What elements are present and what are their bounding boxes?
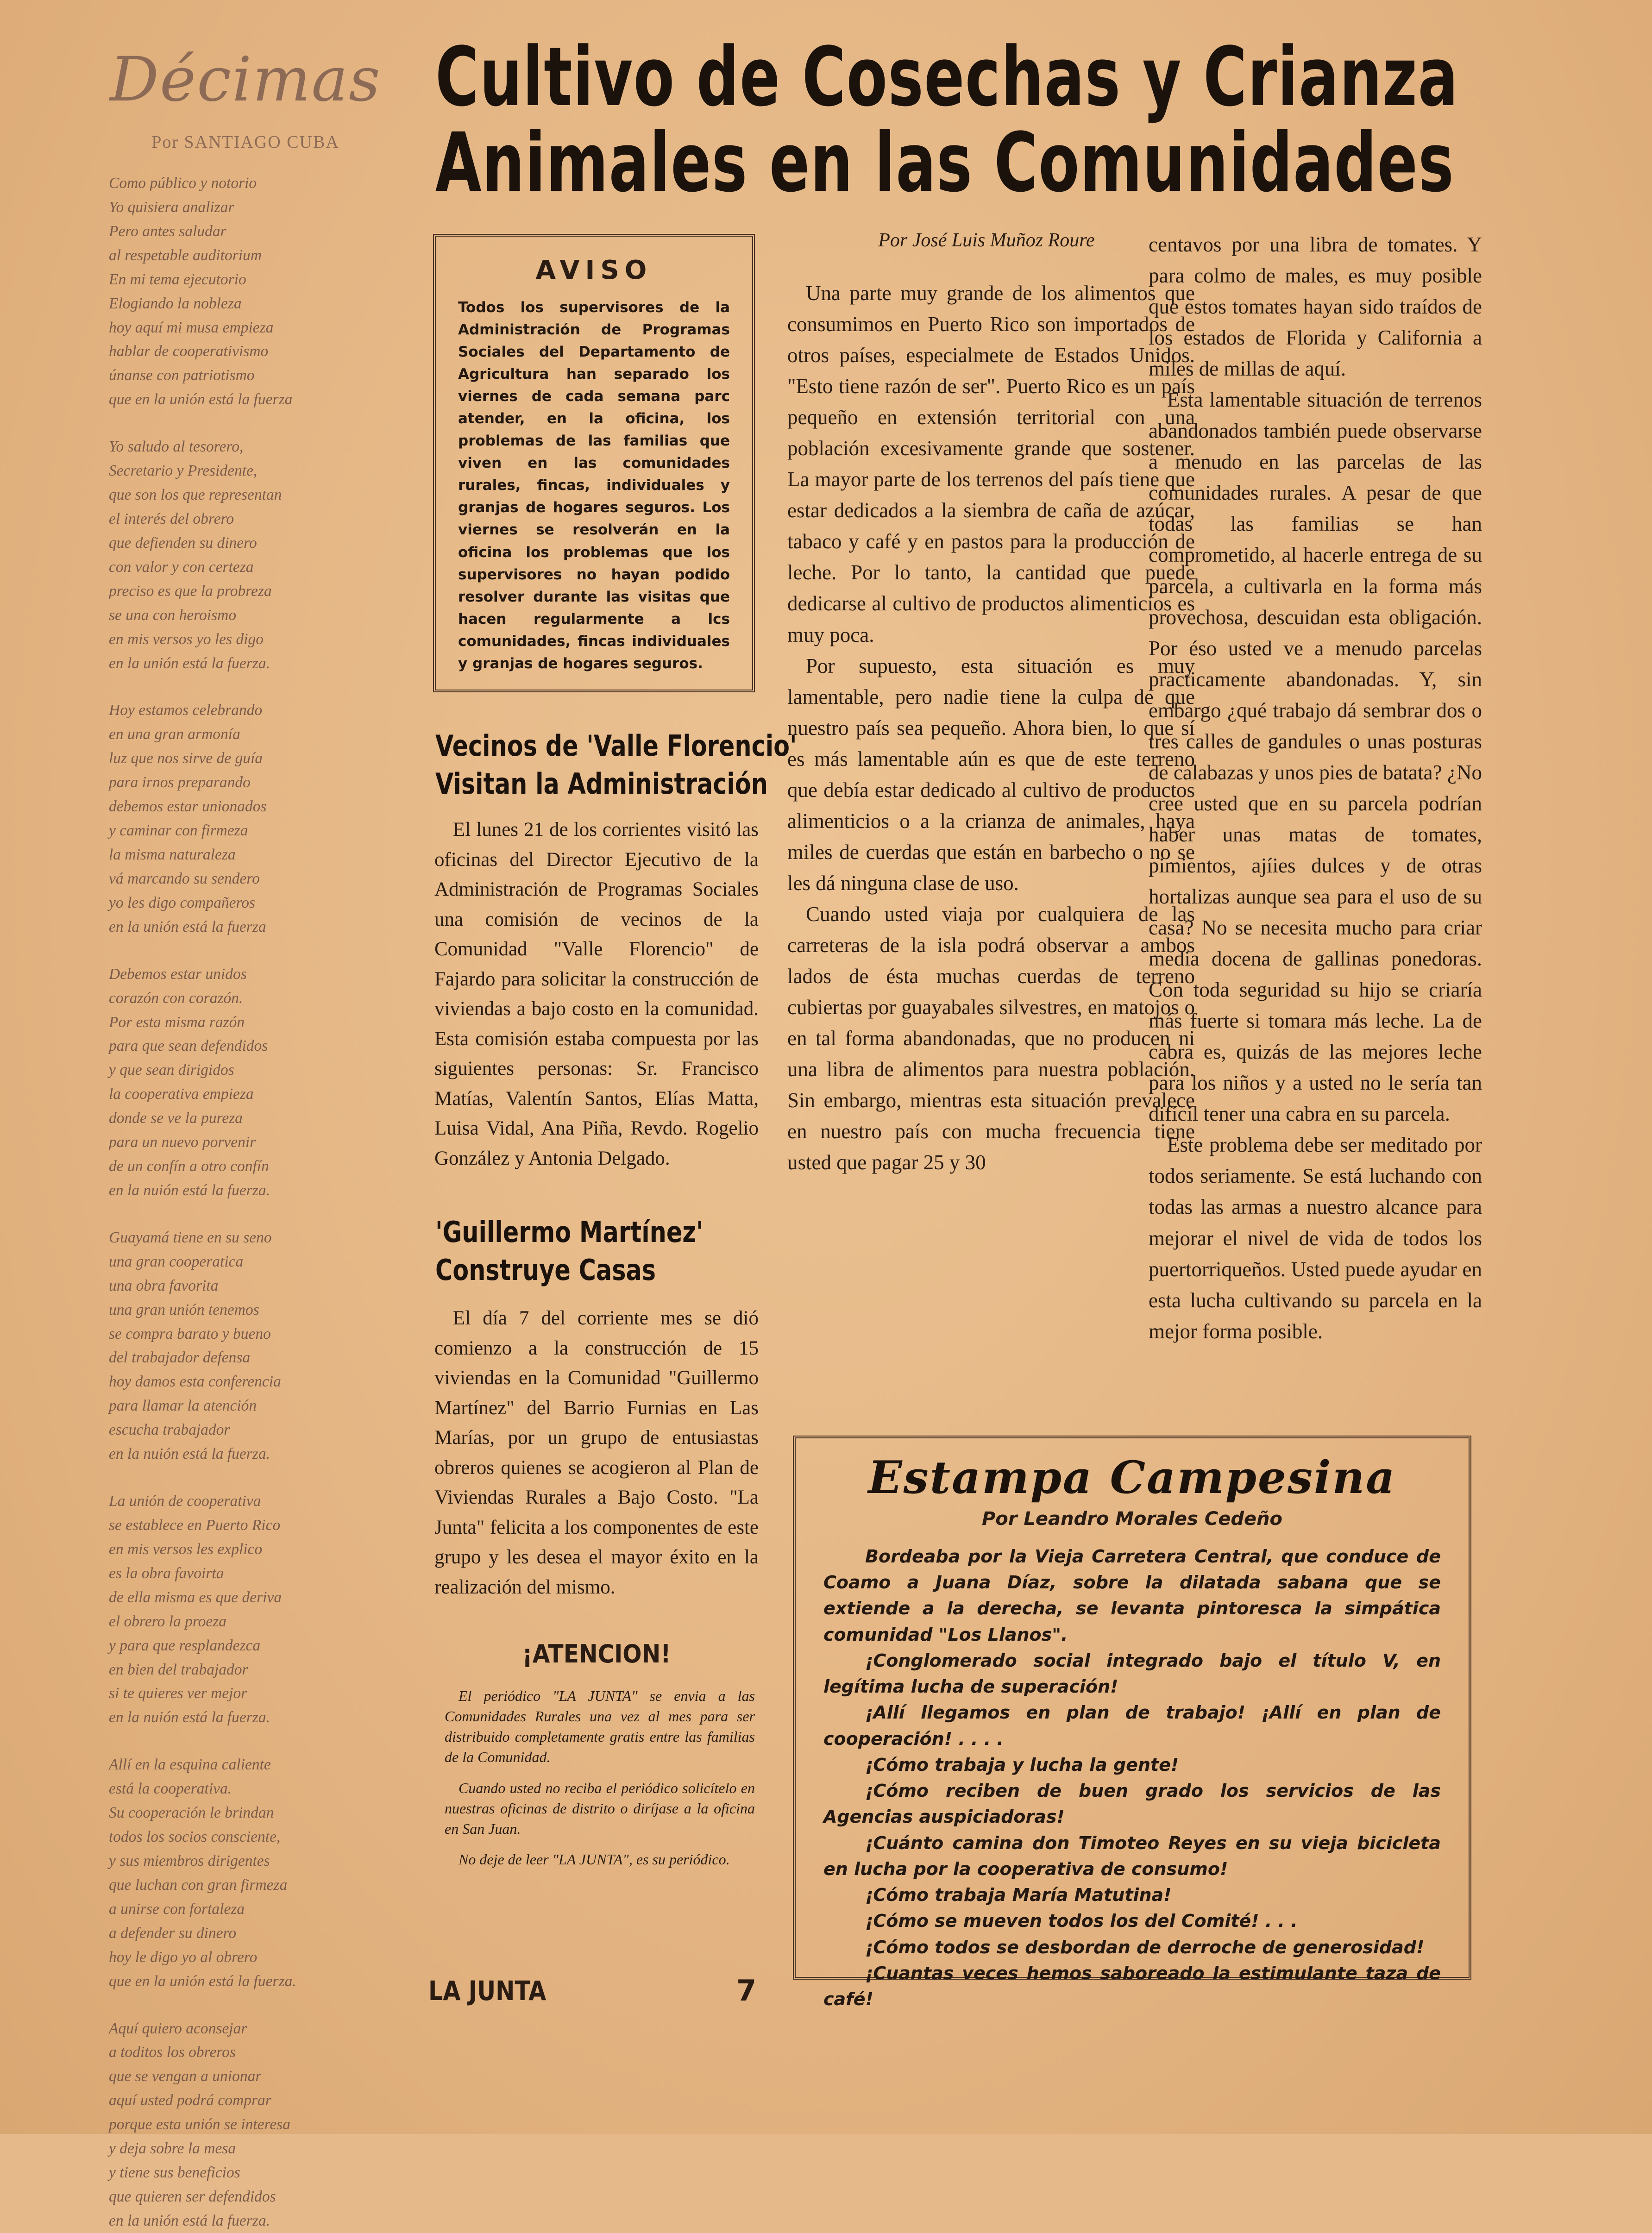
- decimas-verse-line: en bien del trabajador: [109, 1661, 248, 1678]
- estampa-paragraph: ¡Cómo se mueven todos los del Comité! . . .: [865, 1911, 1298, 1932]
- decimas-verse-line: y caminar con firmeza: [109, 822, 248, 840]
- decimas-verse-line: debemos estar unionados: [109, 798, 267, 815]
- article-paragraph: Esta lamentable situación de terrenos abandonados también puede observarse a menudo en las parcelas de las comunidades rurales. A pesar de que todas las familias se han comprometido, al hacerle entrega de su parcela, a cultivarla en la forma más provechosa, descuidan esta obligación. Por éso usted ve a menudo parcelas practicamente abandonadas. Y, sin embargo ¿qué trabajo dá sembrar dos o tres calles de gandules o unas posturas de calabazas y unos pies de batata? ¿No cree usted que en su parcela podrían haber unas matas de tomates, pimientos, ajíies dulces y de otras hortalizas aunque sea para el uso de su casa? No se necesita mucho para criar media docena de gallinas ponedoras. Con toda seguridad su hijo se criaría más fuerte si tomara más leche. La de cabra es, quizás de las mejores leche para los niños y a usted no le sería tan difícil tener una cabra en su parcela.: [1149, 388, 1482, 1126]
- decimas-verse-line: de ella misma es que deriva: [109, 1588, 282, 1606]
- decimas-verse-line: preciso es que la probreza: [109, 582, 272, 600]
- estampa-paragraph: ¡Conglomerado social integrado bajo el título V, en legítima lucha de superación!: [823, 1650, 1441, 1697]
- estampa-paragraph: ¡Cuantas veces hemos saboreado la estimulante taza de café!: [823, 1963, 1441, 2009]
- estampa-paragraph: ¡Cómo todos se desbordan de derroche de generosidad!: [865, 1937, 1425, 1957]
- decimas-verse-line: que luchan con gran firmeza: [109, 1876, 288, 1894]
- decimas-verse-line: la cooperativa empieza: [109, 1085, 254, 1103]
- aviso-box: [433, 234, 755, 692]
- decimas-verse-line: hoy damos esta conferencia: [109, 1373, 281, 1391]
- guillermo-headline-line-1: 'Guillermo Martínez': [435, 1215, 704, 1249]
- decimas-verse-line: si te quieres ver mejor: [109, 1685, 247, 1702]
- decimas-stanza: [109, 1226, 387, 1466]
- decimas-verse-line: escucha trabajador: [109, 1421, 230, 1439]
- decimas-verse-line: vá marcando su sendero: [109, 870, 260, 887]
- decimas-verse-line: una gran cooperatica: [109, 1253, 244, 1270]
- decimas-stanza: [109, 1753, 387, 1993]
- decimas-verse-line: al respetable auditorium: [109, 246, 262, 264]
- atencion-title: ¡ATENCION!: [522, 1639, 671, 1668]
- decimas-stanza: [109, 962, 387, 1203]
- decimas-verse-line: con valor y con certeza: [109, 558, 254, 576]
- decimas-stanza: [109, 698, 387, 939]
- estampa-paragraph: ¡Cómo trabaja y lucha la gente!: [865, 1754, 1179, 1775]
- vecinos-paragraph: El lunes 21 de los corrientes visitó las oficinas del Director Ejecutivo de la Administración de Programas Sociales una comisión de vecinos de la Comunidad "Valle Florencio" de Fajardo para solicitar la construcción de viviendas a bajo costo en la comunidad. Esta comisión estaba compuesta por las siguientes personas: Sr. Francisco Matías, Valentín Santos, Elías Matta, Luisa Vidal, Ana Piña, Revdo. Rogelio González y Antonia Delgado.: [434, 819, 759, 1169]
- decimas-verse-line: que se vengan a unionar: [109, 2068, 262, 2085]
- decimas-verse-line: se una con heroismo: [109, 606, 237, 624]
- article-paragraph: Este problema debe ser meditado por todos seriamente. Se está luchando con todas las armas a nuestro alcance para mejorar el nivel de vida de todos los puertorriqueños. Usted puede ayudar en esta lucha cultivando su parcela en la mejor forma posible.: [1149, 1133, 1482, 1343]
- decimas-verse-line: en la unión está la fuerza: [109, 918, 266, 935]
- decimas-verse-line: Yo saludo al tesorero,: [109, 438, 244, 456]
- decimas-verse-line: en la nuión está la fuerza.: [109, 1445, 270, 1463]
- decimas-title: Décimas: [110, 44, 381, 115]
- decimas-verse-line: y sus miembros dirigentes: [109, 1852, 270, 1869]
- decimas-verse-line: y deja sobre la mesa: [109, 2140, 236, 2158]
- aviso-title: AVISO: [535, 255, 653, 285]
- decimas-stanza: [109, 2017, 387, 2233]
- article-byline: Por José Luis Muñoz Roure: [878, 230, 1095, 251]
- estampa-paragraph: ¡Allí llegamos en plan de trabajo! ¡Allí en plan de cooperación! . . . .: [823, 1702, 1441, 1749]
- decimas-verse-line: el obrero la proeza: [109, 1612, 227, 1630]
- decimas-verse-line: hablar de cooperativismo: [109, 343, 269, 360]
- estampa-body: [823, 1543, 1441, 2012]
- aviso-body: Todos los supervisores de la Administración de Programas Sociales del Departamento de Agricultura han separado los viernes de cada semana parc atender, en la oficina, los problemas de las familias que viven en las comunidades rurales, fincas, individuales y granjas de hogares seguros. Los viernes se resolverán en la oficina los problemas que los supervisores no hayan podido resolver durante las visitas que hacen regularmente a lcs comunidades, fincas individuales y granjas de hogares seguros.: [458, 299, 730, 672]
- decimas-verse-line: para un nuevo porvenir: [109, 1134, 256, 1151]
- decimas-verse-line: que quieren ser defendidos: [109, 2188, 276, 2205]
- headline-line-1: Cultivo de Cosechas y Crianza: [435, 30, 1459, 125]
- decimas-poem: [109, 171, 387, 2229]
- article-column-2: [1149, 229, 1482, 1347]
- decimas-verse-line: La unión de cooperativa: [109, 1493, 261, 1510]
- decimas-verse-line: luz que nos sirve de guía: [109, 750, 263, 767]
- decimas-verse-line: en la nuión está la fuerza.: [109, 1709, 270, 1726]
- decimas-verse-line: Guayamá tiene en su seno: [109, 1229, 272, 1246]
- footer-page-number: 7: [736, 1974, 757, 2007]
- article-paragraph: Cuando usted viaja por cualquiera de las carreteras de la isla podrá observar a ambos lados de ésta muchas cuerdas de terreno cubiertas por guayabales silvestres, en matojos o en tal forma abandonadas, que no producen ni una libra de alimentos para nuestra población. Sin embargo, mientras esta situación prevalece en nuestro país con mucha frecuencia tiene usted que pagar 25 y 30: [787, 902, 1195, 1174]
- decimas-verse-line: se compra barato y bueno: [109, 1325, 271, 1342]
- article-paragraph: Por supuesto, esta situación es muy lamentable, pero nadie tiene la culpa de que nuestro país sea pequeño. Ahora bien, lo que sí es más lamentable aún es que de este terreno que debía estar dedicado al cultivo de productos alimenticios o a la crianza de animales, haya miles de cuerdas que están en barbecho o no se les dá ninguna clase de uso.: [787, 654, 1195, 895]
- decimas-verse-line: de un confín a otro confín: [109, 1158, 269, 1175]
- decimas-verse-line: porque esta unión se interesa: [109, 2116, 291, 2133]
- guillermo-headline-line-2: Construye Casas: [435, 1253, 656, 1287]
- guillermo-paragraph: El día 7 del corriente mes se dió comienzo a la construcción de 15 viviendas en la Comunidad "Guillermo Martínez" del Barrio Furnias en Las Marías, por un grupo de entusiastas obreros quienes se acogieron al Plan de Viviendas Rurales a Bajo Costo. "La Junta" felicita a los componentes de este grupo y les desea el mayor éxito en la realización del mismo.: [434, 1307, 759, 1598]
- decimas-verse-line: y para que resplandezca: [109, 1637, 261, 1654]
- decimas-verse-line: a defender su dinero: [109, 1924, 237, 1942]
- atencion-paragraph: El periódico "LA JUNTA" se envia a las Comunidades Rurales una vez al mes para ser distribuido completamente gratis entre las familias de la Comunidad.: [445, 1687, 755, 1766]
- decimas-stanza: [109, 171, 387, 412]
- decimas-verse-line: Hoy estamos celebrando: [109, 702, 263, 719]
- vecinos-headline-line-2: Visitan la Administración: [435, 766, 768, 801]
- decimas-verse-line: el interés del obrero: [109, 510, 234, 527]
- decimas-verse-line: que son los que representan: [109, 486, 282, 504]
- decimas-verse-line: corazón con corazón.: [109, 989, 243, 1007]
- decimas-verse-line: donde se ve la pureza: [109, 1110, 243, 1127]
- footer-publication-name: LA JUNTA: [428, 1975, 546, 2007]
- decimas-verse-line: yo les digo compañeros: [109, 894, 256, 911]
- decimas-verse-line: para que sean defendidos: [109, 1037, 268, 1055]
- decimas-stanza: [109, 1489, 387, 1730]
- decimas-verse-line: Debemos estar unidos: [109, 965, 247, 983]
- article-paragraph: Una parte muy grande de los alimentos que consumimos en Puerto Rico son importados de otros países, especialmete de Estados Unidos. "Esto tiene razón de ser". Puerto Rico es un país pequeño en extensión territorial con una población excesivamente grande que sostener. La mayor parte de los terrenos del país tiene que estar dedicados a la siembra de caña de azúcar, tabaco y café y en pastos para la producción de leche. Por lo tanto, la cantidad que puede dedicarse al cultivo de productos alimenticios es muy poca.: [787, 282, 1195, 646]
- decimas-verse-line: se establece en Puerto Rico: [109, 1517, 281, 1534]
- decimas-verse-line: que defienden su dinero: [109, 534, 257, 552]
- decimas-verse-line: Elogiando la nobleza: [109, 295, 242, 312]
- headline-line-2: Animales en las Comunidades: [435, 115, 1455, 210]
- decimas-verse-line: Por esta misma razón: [109, 1013, 245, 1031]
- article-column-1: [787, 278, 1195, 1178]
- decimas-verse-line: está la cooperativa.: [109, 1780, 232, 1798]
- vecinos-body: [434, 815, 759, 1173]
- decimas-verse-line: que en la unión está la fuerza: [109, 391, 293, 408]
- article-column-2-text: [1149, 229, 1482, 1347]
- guillermo-headline: [435, 1213, 709, 1289]
- decimas-verse-line: todos los socios consciente,: [109, 1828, 281, 1846]
- decimas-stanza: [109, 435, 387, 675]
- vecinos-headline: [435, 727, 797, 803]
- decimas-verse-line: una gran unión tenemos: [109, 1301, 259, 1318]
- decimas-verse-line: en mis versos les explico: [109, 1540, 263, 1558]
- estampa-paragraph: Bordeaba por la Vieja Carretera Central, que conduce de Coamo a Juana Díaz, sobre la dilatada sabana que se extiende a la derecha, se levanta pintoresca la simpática comunidad "Los Llanos".: [823, 1546, 1441, 1645]
- decimas-verse-line: es la obra favoirta: [109, 1564, 224, 1582]
- estampa-paragraph: ¡Cuánto camina don Timoteo Reyes en su vieja bicicleta en lucha por la cooperativa de consumo!: [823, 1832, 1441, 1879]
- vecinos-headline-line-1: Vecinos de 'Valle Florencio': [435, 729, 797, 763]
- decimas-verse-line: en la unión está la fuerza.: [109, 2212, 270, 2229]
- article-column-1-text: [787, 278, 1195, 1178]
- decimas-verse-line: a toditos los obreros: [109, 2044, 236, 2061]
- decimas-verse-line: y que sean dirigidos: [109, 1061, 234, 1079]
- decimas-verse-line: que en la unión está la fuerza.: [109, 1972, 296, 1990]
- guillermo-body: [434, 1304, 759, 1602]
- decimas-verse-line: Secretario y Presidente,: [109, 462, 258, 480]
- decimas-verse-line: la misma naturaleza: [109, 846, 236, 863]
- estampa-byline: Por Leandro Morales Cedeño: [981, 1508, 1283, 1530]
- decimas-verse-line: hoy le digo yo al obrero: [109, 1948, 258, 1966]
- decimas-verse-line: una obra favorita: [109, 1277, 219, 1294]
- article-paragraph: centavos por una libra de tomates. Y para colmo de males, es muy posible que estos tomates hayan sido traídos de los estados de Florida y California a miles de millas de aquí.: [1149, 233, 1482, 381]
- decimas-verse-line: del trabajador defensa: [109, 1349, 251, 1367]
- estampa-title: Estampa Campesina: [868, 1451, 1396, 1504]
- decimas-verse-line: Su cooperación le brindan: [109, 1804, 274, 1822]
- decimas-verse-line: Allí en la esquina caliente: [109, 1756, 271, 1774]
- decimas-verse-line: Yo quisiera analizar: [109, 198, 234, 216]
- decimas-verse-line: En mi tema ejecutorio: [109, 270, 246, 288]
- decimas-verse-line: para llamar la atención: [109, 1397, 257, 1415]
- decimas-verse-line: en la nuión está la fuerza.: [109, 1181, 270, 1199]
- atencion-paragraph: No deje de leer "LA JUNTA", es su periódico.: [459, 1851, 730, 1868]
- decimas-verse-line: hoy aquí mi musa empieza: [109, 319, 274, 336]
- decimas-byline: Por SANTIAGO CUBA: [151, 132, 339, 152]
- decimas-verse-line: en mis versos yo les digo: [109, 630, 264, 648]
- decimas-verse-line: y tiene sus beneficios: [109, 2164, 240, 2182]
- estampa-paragraph: ¡Cómo trabaja María Matutina!: [865, 1885, 1172, 1906]
- decimas-verse-line: Aquí quiero aconsejar: [109, 2020, 247, 2037]
- decimas-verse-line: Como público y notorio: [109, 175, 257, 192]
- atencion-body: [445, 1686, 755, 1880]
- decimas-verse-line: para irnos preparando: [109, 774, 251, 791]
- estampa-paragraph: ¡Cómo reciben de buen grado los servicios de las Agencias auspiciadoras!: [823, 1781, 1441, 1827]
- decimas-verse-line: en la unión está la fuerza.: [109, 654, 270, 672]
- decimas-verse-line: aquí usted podrá comprar: [109, 2092, 271, 2109]
- decimas-verse-line: en una gran armonía: [109, 726, 240, 743]
- decimas-verse-line: a unirse con fortaleza: [109, 1900, 245, 1918]
- decimas-verse-line: únanse con patriotismo: [109, 367, 255, 384]
- atencion-paragraph: Cuando usted no reciba el periódico solicítelo en nuestras oficinas de distrito o diríjase a la oficina en San Juan.: [445, 1779, 755, 1837]
- estampa-campesina-box: [793, 1436, 1471, 2009]
- main-headline: [435, 30, 1459, 210]
- decimas-verse-line: Pero antes saludar: [109, 222, 226, 240]
